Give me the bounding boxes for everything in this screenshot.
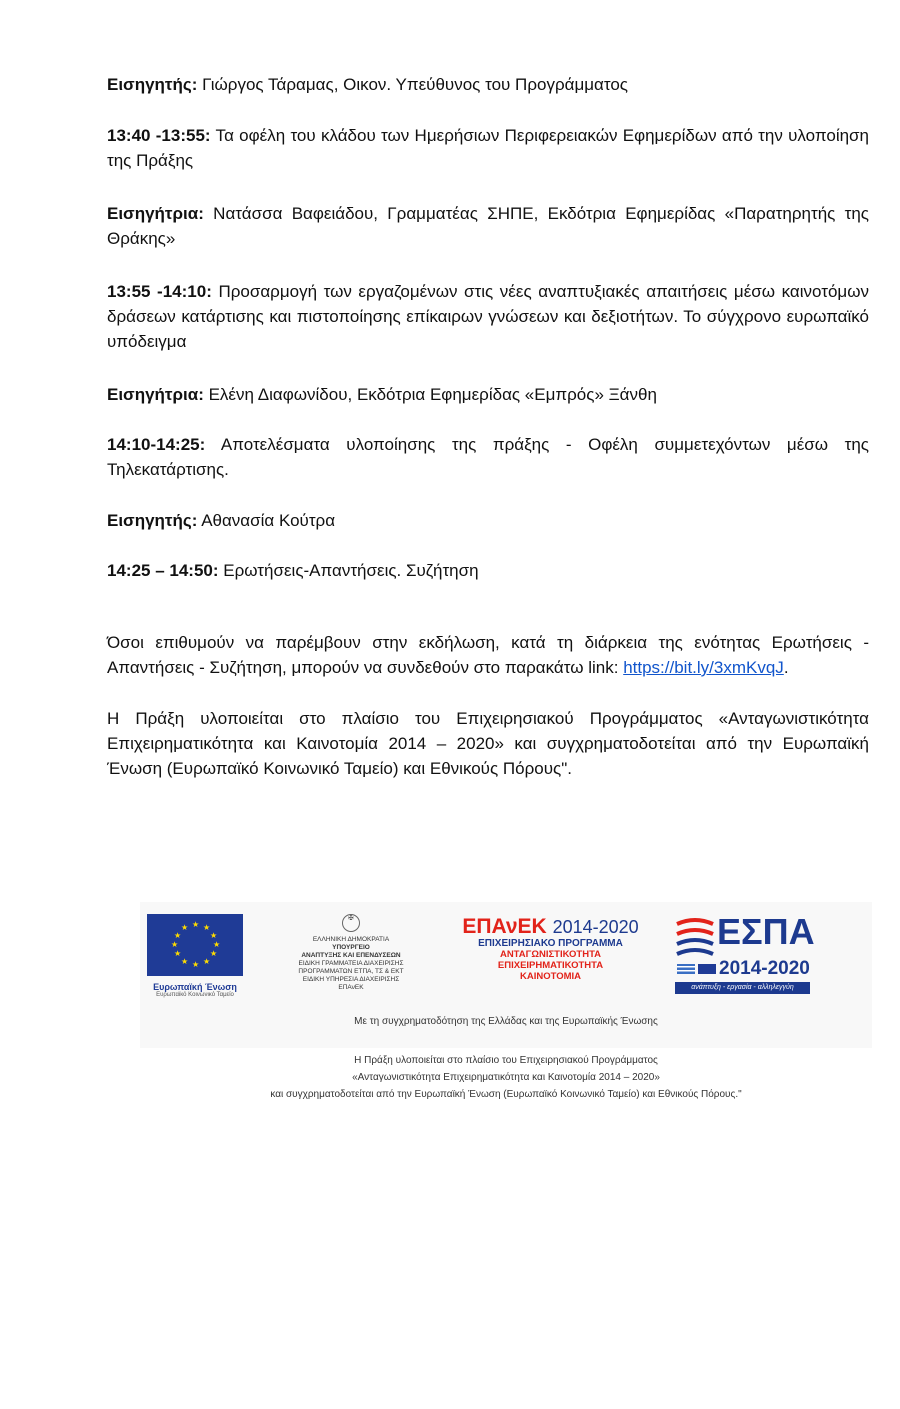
agenda-time: 14:10-14:25: [107,435,206,454]
speaker-name: Νατάσσα Βαφειάδου, Γραμματέας ΣΗΠΕ, Εκδότρια Εφημερίδας «Παρατηρητής της Θράκης» [107,204,870,248]
agenda-content [107,72,869,781]
agenda-title: Ερωτήσεις-Απαντήσεις. Συζήτηση [223,561,479,580]
speaker-label: Εισηγητής: [107,75,198,94]
agenda-item [107,558,869,583]
agenda-time: 14:25 – 14:50: [107,561,219,580]
speaker-line [107,508,869,533]
funding-logos-banner [140,902,872,1048]
agenda-title: Προσαρμογή των εργαζομένων στις νέες αναπτυξιακές απαιτήσεις μέσω καινοτόμων δράσεων κατάρτισης και πιστοποίησης επίκαιρων γνώσεων και δεξιοτήτων. Το σύγχρονο ευρωπαϊκό υπόδειγμα [107,282,869,351]
speaker-line [107,201,869,251]
espa-waves-icon [675,916,715,958]
agenda-time: 13:40 -13:55: [107,126,211,145]
join-link[interactable]: https://bit.ly/3xmKvqJ [623,658,784,677]
speaker-label: Εισηγήτρια: [107,385,204,404]
join-paragraph [107,630,869,680]
agenda-item [107,432,869,482]
footer-funding-text: Η Πράξη υλοποιείται στο πλαίσιο του Επιχειρησιακού Προγράμματος «Ανταγωνιστικότητα Επιχειρηματικότητα και Καινοτομία 2014 – 2020» και συγχρηματοδοτείται από την Ευρωπαϊκή Ένωση (Ευρωπαϊκό Κοινωνικό Ταμείο) και Εθνικούς Πόρους." [270,1055,742,1100]
epanek-logo: ΕΠΑνΕΚ 2014-2020 ΕΠΙΧΕΙΡΗΣΙΑΚΟ ΠΡΟΓΡΑΜΜΑ ΑΝΤΑΓΩΝΙΣΤΙΚΟΤΗΤΑ ΕΠΙΧΕΙΡΗΜΑΤΙΚΟΤΗΤΑ ΚΑΙΝΟΤΟΜΙΑ [462,915,639,982]
speaker-name: Αθανασία Κούτρα [201,511,336,530]
agenda-time: 13:55 -14:10: [107,282,212,301]
speaker-name: Γιώργος Τάραμας, Οικον. Υπεύθυνος του Προγράμματος [202,75,628,94]
join-text: Όσοι επιθυμούν να παρέμβουν στην εκδήλωση, κατά τη διάρκεια της ενότητας Ερωτήσεις - Απαντήσεις - Συζήτηση, μπορούν να συνδεθούν στο παρακάτω link: [107,633,869,677]
eu-name: Ευρωπαϊκή Ένωση [153,982,237,992]
eu-flag-icon: ★ ★ ★ ★ ★ ★ ★ ★ ★ ★ ★ ★ [147,914,243,976]
cofunding-caption: Με τη συγχρηματοδότηση της Ελλάδας και της Ευρωπαϊκής Ένωσης [354,1016,658,1027]
agenda-title: Αποτελέσματα υλοποίησης της πράξης - Οφέλη συμμετεχόντων μέσω της Τηλεκατάρτισης. [107,435,869,479]
eu-subtitle: Ευρωπαϊκό Κοινωνικό Ταμείο [156,992,234,998]
speaker-label: Εισηγητής: [107,511,198,530]
funding-paragraph: Η Πράξη υλοποιείται στο πλαίσιο του Επιχειρησιακού Προγράμματος «Ανταγωνιστικότητα Επιχειρηματικότητα και Καινοτομία 2014 – 2020» και συγχρηματοδοτείται από την Ευρωπαϊκή Ένωση (Ευρωπαϊκό Κοινωνικό Ταμείο) και Εθνικούς Πόρους". [107,709,869,778]
espa-years: 2014-2020 [719,958,810,979]
hellenic-republic-logo: ✠ ΕΛΛΗΝΙΚΗ ΔΗΜΟΚΡΑΤΙΑ ΥΠΟΥΡΓΕΙΟ ΑΝΑΠΤΥΞΗΣ ΚΑΙ ΕΠΕΝΔΥΣΕΩΝ ΕΙΔΙΚΗ ΓΡΑΜΜΑΤΕΙΑ ΔΙΑΧΕΙΡΙΣΗΣ ΠΡΟΓΡΑΜΜΑΤΩΝ ΕΤΠΑ, ΤΣ & ΕΚΤ ΕΙΔΙΚΗ ΥΠΗΡΕΣΙΑ ΔΙΑΧΕΙΡΙΣΗΣ ΕΠΑνΕΚ [298,915,404,991]
agenda-item [107,123,869,173]
eu-logo [147,914,243,998]
join-after: . [783,658,789,677]
agenda-title: Τα οφέλη του κλάδου των Ημερήσιων Περιφερειακών Εφημερίδων από την υλοποίηση της Πράξης [107,126,869,170]
speaker-label: Εισηγήτρια: [107,204,204,223]
speaker-line [107,72,869,97]
espa-slogan: ανάπτυξη - εργασία - αλληλεγγύη [675,982,810,994]
flags-icon [677,964,717,974]
greek-emblem-icon: ✠ [342,914,360,932]
espa-name: ΕΣΠΑ [717,911,815,952]
speaker-name: Ελένη Διαφωνίδου, Εκδότρια Εφημερίδας «Εμπρός» Ξάνθη [208,385,657,404]
speaker-line [107,382,869,407]
agenda-item [107,279,869,354]
